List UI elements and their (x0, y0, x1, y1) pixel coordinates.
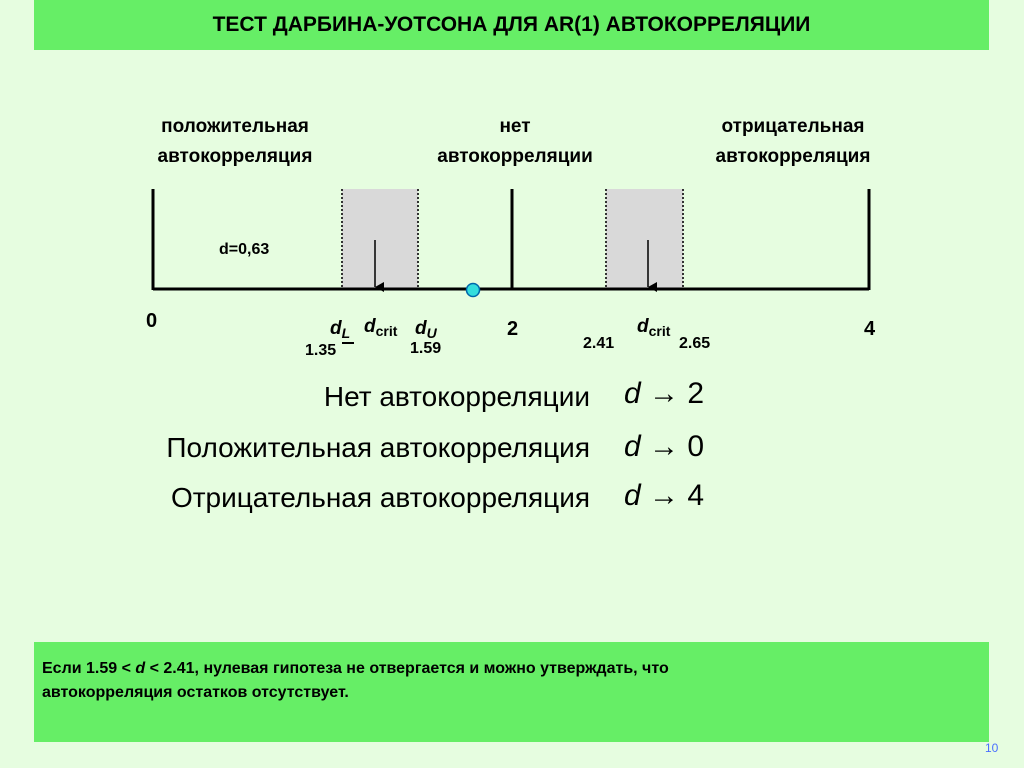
conclusion-text (42, 657, 972, 705)
dU-label (415, 318, 438, 341)
inconclusive-zone-lower (342, 189, 418, 289)
zone-label-line: автокорреляции (437, 146, 593, 167)
dL-label (330, 318, 350, 341)
rule-text-negative: Отрицательная автокорреляция (170, 482, 590, 513)
dU-subscript: U (426, 325, 437, 341)
rule-formula-negative (624, 479, 704, 513)
dcrit-symbol: d (364, 316, 376, 337)
zone-label-line: нет (499, 116, 531, 137)
dcrit-symbol: d (637, 316, 649, 337)
rule-limit: 4 (687, 479, 705, 512)
page-number: 10 (985, 741, 999, 755)
dL-symbol: d (330, 318, 342, 339)
d-value-marker (467, 284, 480, 297)
tick-label-0: 0 (146, 310, 158, 332)
dU-value: 1.59 (410, 340, 442, 357)
rule-limit: 2 (687, 377, 705, 410)
tick-label-4: 4 (864, 318, 876, 340)
dL-value: 1.35 (305, 342, 337, 359)
zone-label-line: автокорреляция (157, 146, 313, 167)
inconclusive-zone-upper (606, 189, 683, 289)
upper-lower-value: 2.41 (583, 335, 615, 352)
conclusion-var: d (135, 660, 146, 677)
rule-var: d (624, 430, 641, 463)
arrow-icon: → (649, 479, 680, 512)
dcrit-subscript: crit (648, 323, 671, 339)
d-value-label: d=0,63 (219, 241, 270, 258)
rule-var: d (624, 377, 641, 410)
conclusion-box (34, 642, 989, 742)
conclusion-line-2: автокорреляция остатков отсутствует. (42, 684, 349, 701)
zone-label-line: автокорреляция (715, 146, 871, 167)
rule-limit: 0 (687, 430, 705, 463)
zone-label-line: положительная (161, 116, 309, 137)
conclusion-part: Если 1.59 < (42, 660, 136, 677)
rule-text-none: Нет автокорреляции (323, 381, 590, 412)
zone-label-line: отрицательная (721, 116, 865, 137)
dU-symbol: d (415, 318, 427, 339)
dL-subscript: L (341, 325, 351, 341)
dcrit-subscript: crit (375, 323, 398, 339)
conclusion-line-1 (42, 657, 972, 681)
rule-formula-none (624, 377, 704, 411)
rule-text-positive: Положительная автокорреляция (166, 432, 590, 463)
slide-title: ТЕСТ ДАРБИНА-УОТСОНА ДЛЯ AR(1) АВТОКОРРЕЛЯЦИИ (212, 13, 811, 36)
arrow-icon: → (649, 377, 680, 410)
upper-upper-value: 2.65 (679, 335, 711, 352)
rule-formula-positive (624, 430, 704, 464)
conclusion-part: < 2.41, нулевая гипотеза не отвергается и можно утверждать, что (145, 660, 669, 677)
rule-var: d (624, 479, 641, 512)
dcrit-label-lower (364, 316, 398, 339)
tick-label-2: 2 (507, 318, 519, 340)
dcrit-label-upper (637, 316, 671, 339)
arrow-icon: → (649, 430, 680, 463)
